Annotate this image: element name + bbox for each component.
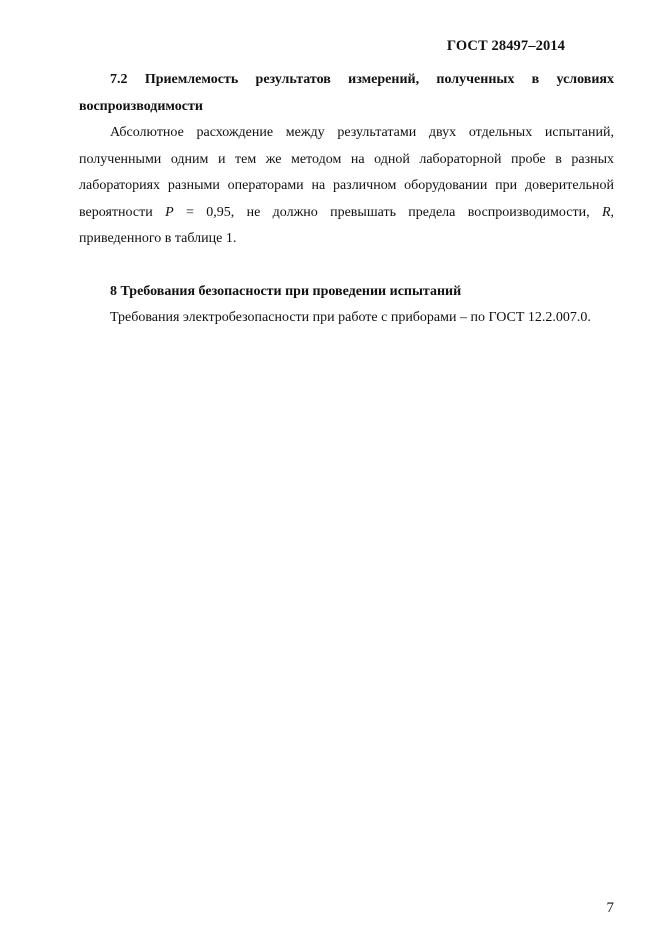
standard-header: ГОСТ 28497–2014 [446,38,565,54]
paragraph-text-part1: Абсолютное расхождение между результатами двух отдельных испытаний, полученными одним и тем же методом на одной лабораторной пробе в разных лабораториях разными операторами на различном оборудовании при доверительной вероятности [79,125,614,220]
paragraph-text-part3: , приведенного в таблице 1. [79,204,614,246]
paragraph-text-part2: = 0,95, не должно превышать предела воспроизводимости, [173,204,602,220]
section-7-2-paragraph [79,120,614,253]
section-8-paragraph: Требования электробезопасности при работе с приборами – по ГОСТ 12.2.007.0. [110,310,591,325]
page-number: 7 [606,900,614,916]
reproducibility-symbol: R [601,204,611,220]
section-8-heading: 8 Требования безопасности при проведении испытаний [110,283,462,299]
section-7-2-heading: 7.2 Приемлемость результатов измерений, полученных в условиях воспроизводимости [79,72,614,114]
document-body [79,67,614,332]
probability-symbol: P [165,204,174,220]
